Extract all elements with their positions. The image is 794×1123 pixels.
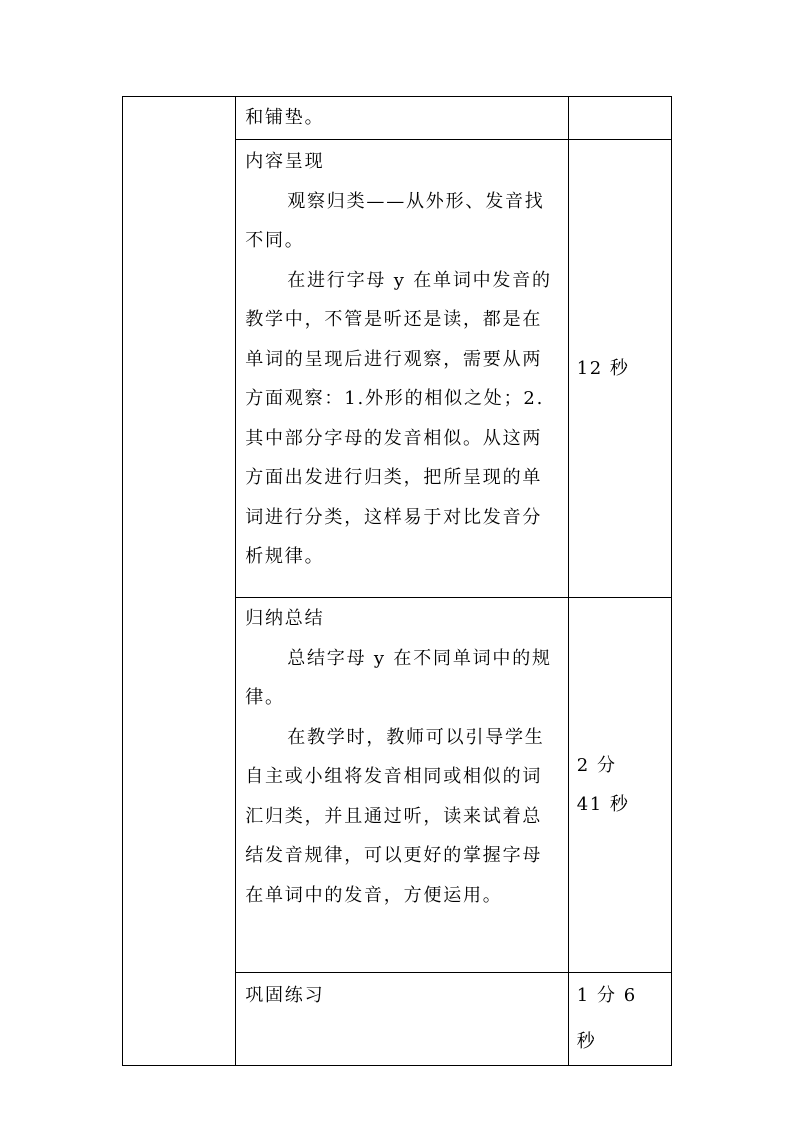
paragraph: 总结字母 y 在不同单词中的规律。	[245, 647, 552, 708]
lesson-plan-table	[122, 96, 672, 1066]
time-text: 12 秒	[576, 357, 630, 379]
time-text: 2 分 41 秒	[576, 754, 630, 815]
time-cell	[568, 140, 671, 598]
section-heading: 巩固练习	[245, 985, 325, 1006]
time-cell	[568, 973, 671, 1066]
content-cell	[236, 973, 569, 1066]
stage-column-cell	[123, 97, 236, 1066]
content-text: 和铺垫。	[245, 107, 325, 128]
paragraph: 在进行字母 y 在单词中发音的教学中，不管是听还是读，都是在单词的呈现后进行观察，需要从两方面观察：1.外形的相似之处；2.其中部分字母的发音相似。从这两方面出发进行归类，把所呈现的单词进行分类，这样易于对比发音分析规律。	[245, 269, 552, 567]
content-cell	[236, 140, 569, 598]
paragraph: 观察归类——从外形、发音找不同。	[245, 190, 545, 251]
content-cell	[236, 97, 569, 140]
table-row	[123, 97, 672, 140]
paragraph: 在教学时，教师可以引导学生自主或小组将发音相同或相似的词汇归类，并且通过听，读来试着总结发音规律，可以更好的掌握字母在单词中的发音，方便运用。	[245, 726, 545, 906]
section-heading: 内容呈现	[245, 151, 325, 172]
section-heading: 归纳总结	[245, 608, 325, 629]
content-cell	[236, 598, 569, 973]
time-cell	[568, 97, 671, 140]
time-text: 1 分 6 秒	[576, 985, 637, 1052]
time-cell	[568, 598, 671, 973]
